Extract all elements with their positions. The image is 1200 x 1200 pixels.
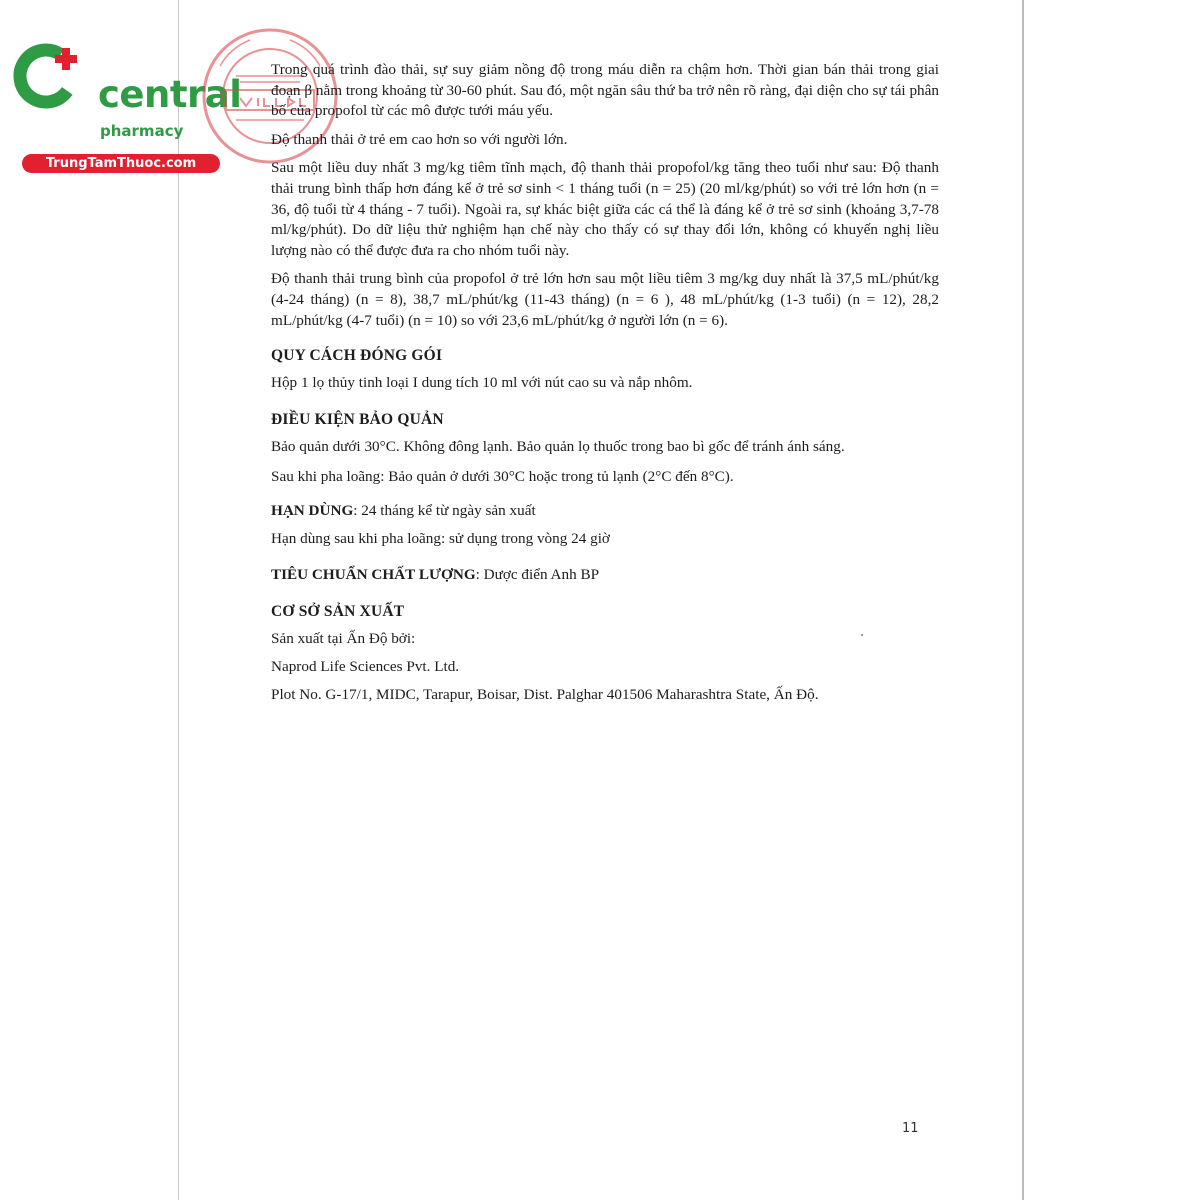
quality-standard-value: : Dược điển Anh BP: [475, 566, 600, 584]
cross-horizontal: [55, 55, 77, 63]
heading-quality-standard: TIÊU CHUẨN CHẤT LƯỢNG: [271, 566, 476, 584]
page-number: 11: [902, 1121, 919, 1136]
logo-banner: TrungTamThuoc.com: [22, 154, 220, 173]
manufacturer-line-1: Sản xuất tại Ấn Độ bởi:: [271, 630, 416, 648]
paragraph-single-dose: Sau một liều duy nhất 3 mg/kg tiêm tĩnh mạch, độ thanh thải propofol/kg tăng theo tuổi như sau: Độ thanh thải trung bình thấp hơn đáng kể ở trẻ sơ sinh < 1 tháng tuổi (n = 25) (20 ml/kg/phút) so với trẻ lớn hơn (n = 36, độ tuổi từ 4 tháng - 7 tuổi). Ngoài ra, sự khác biệt giữa các cá thể là đáng kể ở trẻ sơ sinh (khoảng 3,7-78 ml/kg/phút). Do dữ liệu thử nghiệm hạn chế này cho thấy có sự thay đổi lớn, không có khuyến nghị liều lượng nào có thể được đưa ra cho nhóm tuổi này.: [271, 159, 939, 259]
paragraph-elimination: Trong quá trình đào thải, sự suy giảm nồng độ trong máu diễn ra chậm hơn. Thời gian bán thải trong giai đoạn β nằm trong khoảng từ 30-60 phút. Sau đó, một ngăn sâu thứ ba trở nên rõ ràng, đại diện cho sự tái phân bố của propofol từ các mô được tưới máu yếu.: [271, 61, 939, 120]
central-pharmacy-logo: [10, 36, 242, 171]
document-body: [271, 60, 939, 705]
heading-shelf-life: HẠN DÙNG: [271, 502, 354, 520]
logo-c-icon: [10, 36, 100, 116]
logo-subtitle: pharmacy: [100, 122, 184, 140]
scan-speck: [861, 634, 863, 636]
packaging-text: Hộp 1 lọ thủy tinh loại I dung tích 10 ml với nút cao su và nắp nhôm.: [271, 374, 693, 392]
paragraph-children-clearance: Độ thanh thải ở trẻ em cao hơn so với người lớn.: [271, 130, 568, 148]
shelf-life-line: [271, 501, 939, 521]
logo-name: central: [98, 73, 242, 116]
heading-manufacturer: CƠ SỞ SẢN XUẤT: [271, 603, 405, 621]
page-edge-left: [178, 0, 179, 1200]
quality-standard-line: [271, 565, 939, 585]
manufacturer-line-3: Plot No. G-17/1, MIDC, Tarapur, Boisar, Dist. Palghar 401506 Maharashtra State, Ấn Độ.: [271, 686, 819, 704]
storage-line-1: Bảo quản dưới 30°C. Không đông lạnh. Bảo quản lọ thuốc trong bao bì gốc để tránh ánh sáng.: [271, 438, 845, 456]
manufacturer-line-2: Naprod Life Sciences Pvt. Ltd.: [271, 658, 460, 676]
storage-line-2: Sau khi pha loãng: Bảo quản ở dưới 30°C hoặc trong tủ lạnh (2°C đến 8°C).: [271, 468, 734, 486]
shelf-life-after-dilution: Hạn dùng sau khi pha loãng: sử dụng trong vòng 24 giờ: [271, 530, 610, 548]
paragraph-mean-clearance: Độ thanh thải trung bình của propofol ở trẻ lớn hơn sau một liều tiêm 3 mg/kg duy nhất là 37,5 mL/phút/kg (4-24 tháng) (n = 8), 38,7 mL/phút/kg (11-43 tháng) (n = 6 ), 48 mL/phút/kg (1-3 tuổi) (n = 12), 28,2 mL/phút/kg (4-7 tuổi) (n = 10) so với 23,6 mL/phút/kg ở người lớn (n = 6).: [271, 270, 939, 329]
shelf-life-value: : 24 tháng kể từ ngày sản xuất: [353, 502, 536, 520]
heading-packaging: QUY CÁCH ĐÓNG GÓI: [271, 347, 443, 365]
page-edge-right: [1022, 0, 1024, 1200]
heading-storage: ĐIỀU KIỆN BẢO QUẢN: [271, 411, 444, 429]
